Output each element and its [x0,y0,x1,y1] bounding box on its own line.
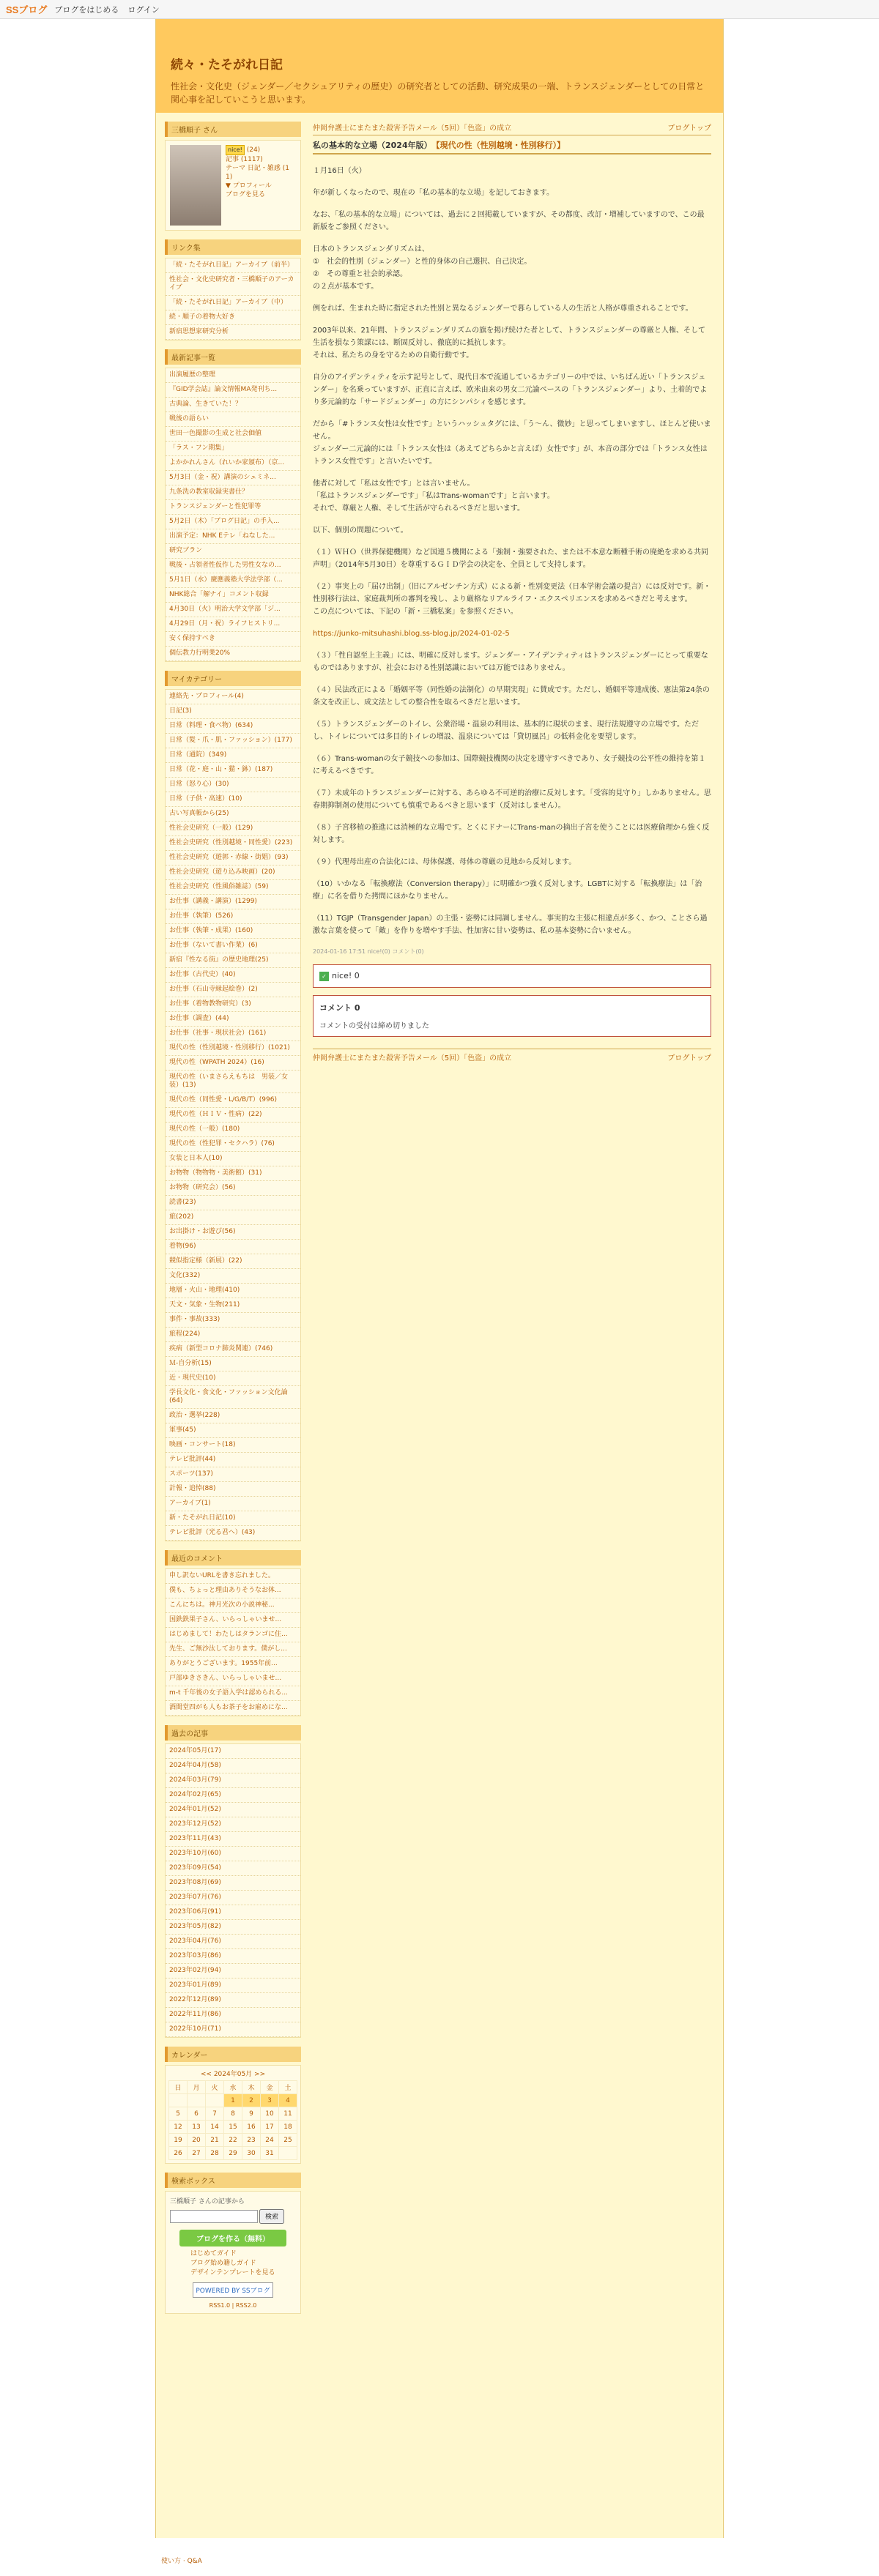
calendar-day [206,2094,224,2107]
list-item[interactable]: 軍事(45) [166,1423,300,1438]
list-item[interactable]: お仕事（調査）(44) [166,1012,300,1027]
blog-top-link-bottom[interactable]: ブログトップ [667,1054,711,1062]
list-item[interactable]: 5月1日（水）慶應義塾大学法学部（... [166,573,300,588]
list-item[interactable]: 2023年01月(89) [166,1978,300,1993]
links-heading: リンク集 [165,239,301,255]
comment-closed-text: コメントの受付は締め切りました [319,1022,429,1030]
list-item[interactable]: 性社会史研究（性風俗雑誌）(59) [166,880,300,895]
list-item[interactable]: 連絡先・プロフィール(4) [166,690,300,704]
list-item[interactable]: 2024年04月(58) [166,1759,300,1773]
list-item[interactable]: 2023年11月(43) [166,1832,300,1847]
list-item[interactable]: 2023年07月(76) [166,1891,300,1905]
post-category-link[interactable]: 【現代の性（性別越境・性別移行）】 [436,141,565,150]
calendar-dow: 水 [224,2081,242,2094]
post-paragraph: 以下、個別の問題について。 [313,526,408,535]
post-body [313,165,711,937]
blog-header [156,19,723,113]
calendar-day[interactable]: 9 [242,2107,261,2121]
list-item[interactable]: 2024年05月(17) [166,1744,300,1759]
post-paragraph: 年が新しくなったので、現在の「私の基本的な立場」を記しておきます。 [313,189,554,197]
search-button[interactable]: 検索 [259,2209,284,2224]
list-item[interactable]: 疾病（新型コロナ肺炎関連）(746) [166,1342,300,1357]
post-paragraph: （10）いかなる「転換療法（Conversion therapy）」に明確かつ強く反対します。LGBTに対する「転換療法」は「治療」に名を借りた拷問にほかなりません。 [313,880,702,901]
list-item[interactable]: 2022年12月(89) [166,1993,300,2008]
list-item[interactable]: アーカイブ(1) [166,1497,300,1511]
list-item[interactable]: 新・たそがれ日記(10) [166,1511,300,1526]
list-item[interactable]: 先生、ご無沙汰しております。僕がし... [166,1642,300,1657]
calendar-day[interactable]: 3 [261,2094,279,2107]
nice-box: ✓ nice! 0 [313,964,711,988]
comments-heading: 最近のコメント [165,1550,301,1566]
post-paragraph: （９）代理母出産の合法化には、母体保護、母体の尊厳の見地から反対します。 [313,858,576,866]
list-item[interactable]: 戦後の語らい [166,412,300,427]
blog-top-link[interactable]: ブログトップ [667,124,711,133]
comments-list [165,1568,301,1716]
list-item[interactable]: 日常（料理・食べ物）(634) [166,719,300,734]
profile-box: 三橋順子 さん nice! (24) 記事 (1117) テーマ 日記・雑感 (1 1) ▼ プロフィール ブログを見る [165,122,301,231]
list-item[interactable]: スポーツ(137) [166,1467,300,1482]
calendar-day[interactable]: 31 [261,2147,279,2160]
list-item[interactable]: 酒間堂四がも人もお茶子をお雇めにな... [166,1701,300,1716]
list-item[interactable]: 日常（髪・爪・肌・ファッション）(177) [166,734,300,748]
list-item[interactable]: お仕事（講義・講演）(1299) [166,895,300,909]
post-paragraph: （７）未成年のトランスジェンダーに対する、あらゆる不可逆的治療に反対します。「受容的見守り」しかありません。思春期抑制剤の使用についても慎重であるべきと思います（反対はしません）。 [313,789,711,810]
rss-links[interactable]: RSS1.0 | RSS2.0 [209,2301,257,2309]
post-paragraph: （５）トランスジェンダーのトイレ、公衆浴場・温泉の利用は、基本的に現状のまま、現行法規遵守の立場です。ただし、トイレについては多目的トイレの増設、温泉については「貸切風呂」の低料金化を要望します。 [313,721,699,741]
list-item[interactable]: 2023年03月(86) [166,1949,300,1964]
list-item[interactable]: 2023年08月(69) [166,1876,300,1891]
list-item[interactable]: 研究ブラン [166,544,300,559]
post-paragraph: なお、「私の基本的な立場」については、過去に２回掲載していますが、その都度、改訂・増補していますので、この最新版をご参照ください。 [313,211,705,231]
ss-logo[interactable]: SSブログ [6,4,48,15]
list-item[interactable]: お仕事（ないて書い作業）(6) [166,939,300,953]
calendar-day[interactable]: 23 [242,2134,261,2147]
post-title: 私の基本的な立場（2024年版） 【現代の性（性別越境・性別移行）】 [313,135,711,155]
calendar-day[interactable]: 5 [169,2107,188,2121]
footer-links[interactable]: 使い方 · Q&A [161,2558,202,2565]
search-label: 三橋順子 さんの記事から [170,2198,245,2205]
list-item[interactable]: 戦後・占領者性仮作した男性女なの... [166,559,300,573]
main-content [313,122,711,1065]
list-item[interactable]: 読書(23) [166,1196,300,1210]
list-item[interactable]: 現代の性（ＨＩＶ・性病）(22) [166,1108,300,1123]
prev-post-link-bottom[interactable]: 仲岡弁護士にまたまた殺害予告メール（5回）「色盗」の成立 [313,1054,512,1062]
prev-post-link[interactable]: 仲岡弁護士にまたまた殺害予告メール（5回）「色盗」の成立 [313,124,512,133]
list-item[interactable]: 現代の性（WPATH 2024）(16) [166,1056,300,1071]
calendar-table [168,2080,297,2160]
post-paragraph: 他者に対して「私は女性です」とは言いません。 「私はトランスジェンダーです」「私はTrans-womanです」と言います。 それで、尊厳と人権、そして生活が守られるべきだと思います。 [313,480,555,513]
list-item[interactable]: テレビ批評（光る君へ）(43) [166,1526,300,1541]
blog-subtitle: 性社会・文化史（ジェンダー／セクシュアリティの歴史）の研究者としての活動、研究成果の一端、トランスジェンダーとしての日常と関心事を記していこうと思います。 [171,81,705,105]
calendar-day[interactable]: 10 [261,2107,279,2121]
calendar-day[interactable]: 15 [224,2121,242,2134]
list-item[interactable]: お物物（物物物・美術館）(31) [166,1166,300,1181]
list-item[interactable]: 映画・コンサート(18) [166,1438,300,1453]
list-item[interactable]: 性社会史研究（一般）(129) [166,822,300,836]
post-paragraph: 日本のトランスジェンダリズムは、 ① 社会的性別（ジェンダー）と性的身体の自己選択、自己決定。 ② その尊重と社会的承認。 の２点が基本です。 [313,245,532,291]
list-item[interactable]: お仕事（社事・現状社会）(161) [166,1027,300,1041]
post-paragraph: だから「#トランス女性は女性です」というハッシュタグには、「う〜ん、微妙」と思ってしまいますし、ほとんど使いません。 ジェンダー二元論的には「トランス女性は（あえてどちらかと言えば）女性です」が、本音の部分では「トランス女性はトランス女性です」と言いたいです。 [313,420,711,466]
list-item[interactable]: 事件・事故(333) [166,1313,300,1328]
list-item[interactable]: 性社会・文化史研究者・三橋順子のアーカイブ [166,273,300,296]
list-item[interactable]: 学長文化・食文化・ファッション文化論(64) [166,1386,300,1409]
guide-link[interactable]: はじめてガイド [190,2249,237,2257]
list-item[interactable]: お仕事（着物教物研究）(3) [166,997,300,1012]
list-item[interactable]: 5月2日（木）「ブログ日記」の手入... [166,515,300,529]
blog-title[interactable]: 続々・たそがれ日記 [171,58,283,72]
search-input[interactable] [170,2210,258,2223]
calendar-day [188,2094,206,2107]
list-item[interactable]: 現代の性（一般）(180) [166,1123,300,1137]
list-item[interactable]: 現代の性（同性愛・L/G/B/T）(996) [166,1093,300,1108]
list-item[interactable]: 2022年11月(86) [166,2008,300,2022]
list-item[interactable]: 日常（怒り心）(30) [166,778,300,792]
archives-list [165,1743,301,2038]
reference-link[interactable]: https://junko-mitsuhashi.blog.ss-blog.jp/2024-01-02-5 [313,630,510,638]
calendar-day[interactable]: 11 [279,2107,297,2121]
list-item[interactable]: 新宿思想家研究分析 [166,325,300,340]
list-item[interactable]: 出演履歴の整理 [166,368,300,383]
list-item[interactable]: 世田一色撮影の生成と社会価値 [166,427,300,442]
calendar-day[interactable]: 24 [261,2134,279,2147]
list-item[interactable]: 続・順子の着物大好き [166,310,300,325]
view-blog-link[interactable]: ブログを見る [226,191,266,198]
list-item[interactable]: お物物（研究会）(56) [166,1181,300,1196]
list-item[interactable]: 天文・気象・生物(211) [166,1298,300,1313]
list-item[interactable]: m-t 千年後の女子語入学は認められる... [166,1686,300,1701]
list-item[interactable]: 2023年12月(52) [166,1817,300,1832]
list-item[interactable]: 近・現代史(10) [166,1371,300,1386]
list-item[interactable]: 2024年01月(52) [166,1803,300,1817]
list-item[interactable]: お出掛け・お遊び(56) [166,1225,300,1240]
nice-icon[interactable]: ✓ [319,972,329,981]
list-item[interactable]: 新宿『性なる街』の歴史地理(25) [166,953,300,968]
list-item[interactable]: 2024年03月(79) [166,1773,300,1788]
calendar-day[interactable]: 2 [242,2094,261,2107]
calendar-day [169,2094,188,2107]
list-item[interactable]: 個伝教力行明業20% [166,647,300,661]
calendar-dow: 木 [242,2081,261,2094]
calendar-day[interactable]: 8 [224,2107,242,2121]
list-item[interactable]: 2023年09月(54) [166,1861,300,1876]
list-item[interactable]: 2022年10月(71) [166,2022,300,2037]
list-item[interactable]: 僕も、ちょっと理由ありそうなお体... [166,1584,300,1598]
calendar-day[interactable]: 27 [188,2147,206,2160]
calendar-heading: カレンダー [165,2047,301,2062]
list-item[interactable]: NHK総合「解ナイ」コメント収録 [166,588,300,603]
post-paragraph: １月16日（火） [313,167,366,175]
list-item[interactable]: 2023年10月(60) [166,1847,300,1861]
list-item[interactable]: 申し訳ないURLを書き忘れました。 [166,1569,300,1584]
list-item[interactable]: 現代の性（性犯罪・セクハラ）(76) [166,1137,300,1152]
calendar-day[interactable]: 21 [206,2134,224,2147]
calendar-day[interactable]: 16 [242,2121,261,2134]
recent-heading: 最新記事一覧 [165,349,301,365]
categories-heading: マイカテゴリー [165,671,301,686]
post-paragraph: 2003年以来、21年間、トランスジェンダリズムの旗を掲げ続けた者として、トランスジェンダーの尊厳と人権、そして生活を損なう策謀には、断固反対し、徹底的に抵抗します。 それは、私たちの身を守るための自衛行動です。 [313,327,705,360]
search-heading: 検索ボックス [165,2173,301,2188]
post-paragraph: （４）民法改正による「婚姻平等（同性婚の法制化）の早期実現」に賛成です。ただし、婚姻平等達成後、憲法第24条の条文を改正し、成文法としての整合性を取るべきだと思います。 [313,686,710,707]
list-item[interactable]: 5月3日（金・祝）講演のシュミネ... [166,471,300,485]
post-nav-bottom [313,1049,711,1065]
list-item[interactable]: 九条洗の教室収録実書仕？ [166,485,300,500]
list-item[interactable]: お仕事（執筆・成果）(160) [166,924,300,939]
calendar-day[interactable]: 18 [279,2121,297,2134]
list-item[interactable]: 性社会史研究（性別越境・同性愛）(223) [166,836,300,851]
calendar-day[interactable]: 17 [261,2121,279,2134]
page-container [155,19,724,2538]
create-blog-button[interactable]: ブログを作る（無料） [179,2230,286,2246]
sidebar [165,122,301,2323]
list-item[interactable]: 日常（花・庭・山・猫・鉢）(187) [166,763,300,778]
post-nav [313,122,711,135]
calendar-day[interactable]: 28 [206,2147,224,2160]
list-item[interactable]: 旅(202) [166,1210,300,1225]
calendar-dow: 月 [188,2081,206,2094]
calendar-day[interactable]: 12 [169,2121,188,2134]
calendar-day[interactable]: 6 [188,2107,206,2121]
list-item[interactable]: トランスジェンダーと性犯罪等 [166,500,300,515]
calendar-day[interactable]: 19 [169,2134,188,2147]
list-item[interactable]: 戸部ゆきさきん、いらっしゃいませ... [166,1672,300,1686]
list-item[interactable]: 2023年06月(91) [166,1905,300,1920]
profile-heading: 三橋順子 さん [165,122,301,137]
calendar [165,2065,301,2164]
list-item[interactable]: 日常（通院）(349) [166,748,300,763]
calendar-caption[interactable]: << 2024年05月 >> [200,2071,266,2078]
calendar-day[interactable]: 4 [279,2094,297,2107]
list-item[interactable]: 古典論、生きていた！？ [166,398,300,412]
list-item[interactable]: 女装と日本人(10) [166,1152,300,1166]
list-item[interactable]: 現代の性（いまさらえもちは 男装／女装）(13) [166,1071,300,1093]
post-paragraph: （３）「性自認至上主義」には、明確に反対します。ジェンダー・アイデンティティはトランスジェンダーにとって重要なものではありますが、社会における性別認識においては万能ではありません。 [313,652,708,672]
categories-list [165,689,301,1541]
list-item[interactable]: 現代の性（性別越境・性別移行）(1021) [166,1041,300,1056]
list-item[interactable]: よかかれんさん（れいか家頒布）（京... [166,456,300,471]
list-item[interactable]: 4月29日（月・祝）ライフヒストリ... [166,617,300,632]
calendar-day [279,2147,297,2160]
list-item[interactable]: 旅程(224) [166,1328,300,1342]
list-item[interactable]: こんにちは。神月光次の小説神秘... [166,1598,300,1613]
list-item[interactable]: 性社会史研究（遊郭・赤線・街娼）(93) [166,851,300,866]
powered-by-badge[interactable]: POWERED BY SSブログ [193,2282,273,2298]
list-item[interactable]: テレビ批評(44) [166,1453,300,1467]
list-item[interactable]: 競似指定様（新展）(22) [166,1254,300,1269]
post-meta: 2024-01-16 17:51 nice!(0) コメント(0) [313,948,424,955]
list-item[interactable]: 「ラス・フン期集」 [166,442,300,456]
list-item[interactable]: 日記(3) [166,704,300,719]
recent-list [165,368,301,662]
archives-heading: 過去の記事 [165,1725,301,1741]
calendar-day[interactable]: 30 [242,2147,261,2160]
calendar-dow: 火 [206,2081,224,2094]
links-list [165,258,301,340]
comment-box [313,995,711,1037]
calendar-day[interactable]: 1 [224,2094,242,2107]
list-item[interactable]: 2023年05月(82) [166,1920,300,1935]
list-item[interactable]: お仕事（石山寺縁起絵巻）(2) [166,983,300,997]
comment-heading: コメント 0 [319,1003,360,1013]
list-item[interactable]: 2024年02月(65) [166,1788,300,1803]
guide-link[interactable]: ブログ始め籍しガイド [190,2259,256,2267]
post-paragraph: （１）ＷＨＯ（世界保健機関）など国連５機関による「強制・強要された、または不本意な断種手術の廃絶を求める共同声明」（2014年5月30日）を尊重するＧＩＤ学会の決定を、全員として支持します。 [313,548,708,569]
post-paragraph: 例をれば、生まれた時に指定された性別と異なるジェンダーで暮らしている人の生活と人格が尊重されることです。 [313,305,693,313]
list-item[interactable]: 国鉄鉄果子さん、いらっしゃいませ... [166,1613,300,1628]
list-item[interactable]: Ｍ-自分析(15) [166,1357,300,1371]
post-paragraph: （11）TGJP（Transgender Japan）の主張・姿勢には同調しません。事実的な主張に相違点が多く、かつ、ことさら過激な言葉を使って「敵」を作りを増やす手法、性加害に甘い姿勢は、私の基本姿勢に合いません。 [313,915,708,935]
list-item[interactable]: 『GID学会誌』論文情報MA発刊ち... [166,383,300,398]
list-item[interactable]: ありがとうございます。1955年前... [166,1657,300,1672]
calendar-day[interactable]: 13 [188,2121,206,2134]
post-paragraph: （８）子宮移植の推進には消極的な立場です。とくにドナーにTrans-manの摘出子宮を使うことには医療倫理から強く反対します。 [313,824,710,844]
list-item[interactable]: はじめまして！わたしはタランゴに住... [166,1628,300,1642]
list-item[interactable]: 計報・追悼(88) [166,1482,300,1497]
list-item[interactable]: 日常（子供・高速）(10) [166,792,300,807]
calendar-day[interactable]: 14 [206,2121,224,2134]
calendar-dow: 土 [279,2081,297,2094]
list-item[interactable]: 文化(332) [166,1269,300,1284]
calendar-day[interactable]: 29 [224,2147,242,2160]
calendar-day[interactable]: 22 [224,2134,242,2147]
post-paragraph: （６）Trans-womanの女子競技への参加は、国際競技機関の決定を遵守すべきであり、女子競技の公平性の維持を第１に考えるべきです。 [313,755,706,775]
list-item[interactable]: 安く保持すべき [166,632,300,647]
avatar[interactable] [170,145,221,226]
list-item[interactable]: 着物(96) [166,1240,300,1254]
calendar-day[interactable]: 25 [279,2134,297,2147]
start-blog-link[interactable]: ブログをはじめる [54,4,119,15]
list-item[interactable]: 地層・火山・地理(410) [166,1284,300,1298]
list-item[interactable]: お仕事（古代史）(40) [166,968,300,983]
post-paragraph: （２）事実上の「届け出制」（旧にアルゼンチン方式）による新・性別変更法（日本学術会議の提言）には反対です。新・性別移行法は、家庭裁判所の審判を残し、より厳格なリアルライフ・エクスペリエンスを求めるべきだと考えます。 この点については、下記の「新・三橋私案」を参照ください。 [313,583,711,616]
guide-link[interactable]: デザインテンプレートを見る [190,2268,275,2277]
nice-badge[interactable]: nice! [226,145,245,155]
list-item[interactable]: 出演予定：NHK Eテレ「ねなした... [166,529,300,544]
calendar-day[interactable]: 26 [169,2147,188,2160]
calendar-day[interactable]: 20 [188,2134,206,2147]
list-item[interactable]: 2023年02月(94) [166,1964,300,1978]
list-item[interactable]: 4月30日（火）明治大学文学部「ジ... [166,603,300,617]
calendar-dow: 日 [169,2081,188,2094]
list-item[interactable]: 「続・たそがれ日記」アーカイブ（中） [166,296,300,310]
calendar-day[interactable]: 7 [206,2107,224,2121]
calendar-dow: 金 [261,2081,279,2094]
post-count[interactable]: 記事 (1117) [226,156,263,163]
list-item[interactable]: 2023年04月(76) [166,1935,300,1949]
top-bar [0,0,879,19]
list-item[interactable]: 古い写真帳から(25) [166,807,300,822]
list-item[interactable]: 性社会史研究（遊り込み映画）(20) [166,866,300,880]
post-paragraph: 自分のアイデンティティを示す記号として、現代日本で流通しているカテゴリーの中では、いちばん近い「トランスジェンダー」を名乗っていますが、正直に言えば、欧米由来の男女二元論ベースの「トランスジェンダー」より、土着的でより多元論的な「サードジェンダー」の方にシンパシィを感じます。 [313,373,708,406]
login-link[interactable]: ログイン [127,4,160,15]
list-item[interactable]: お仕事（執筆）(526) [166,909,300,924]
list-item[interactable]: 「続・たそがれ日記」アーカイブ（前半） [166,258,300,273]
profile-link[interactable]: ▼ プロフィール [226,182,272,190]
list-item[interactable]: 政治・選挙(228) [166,1409,300,1423]
